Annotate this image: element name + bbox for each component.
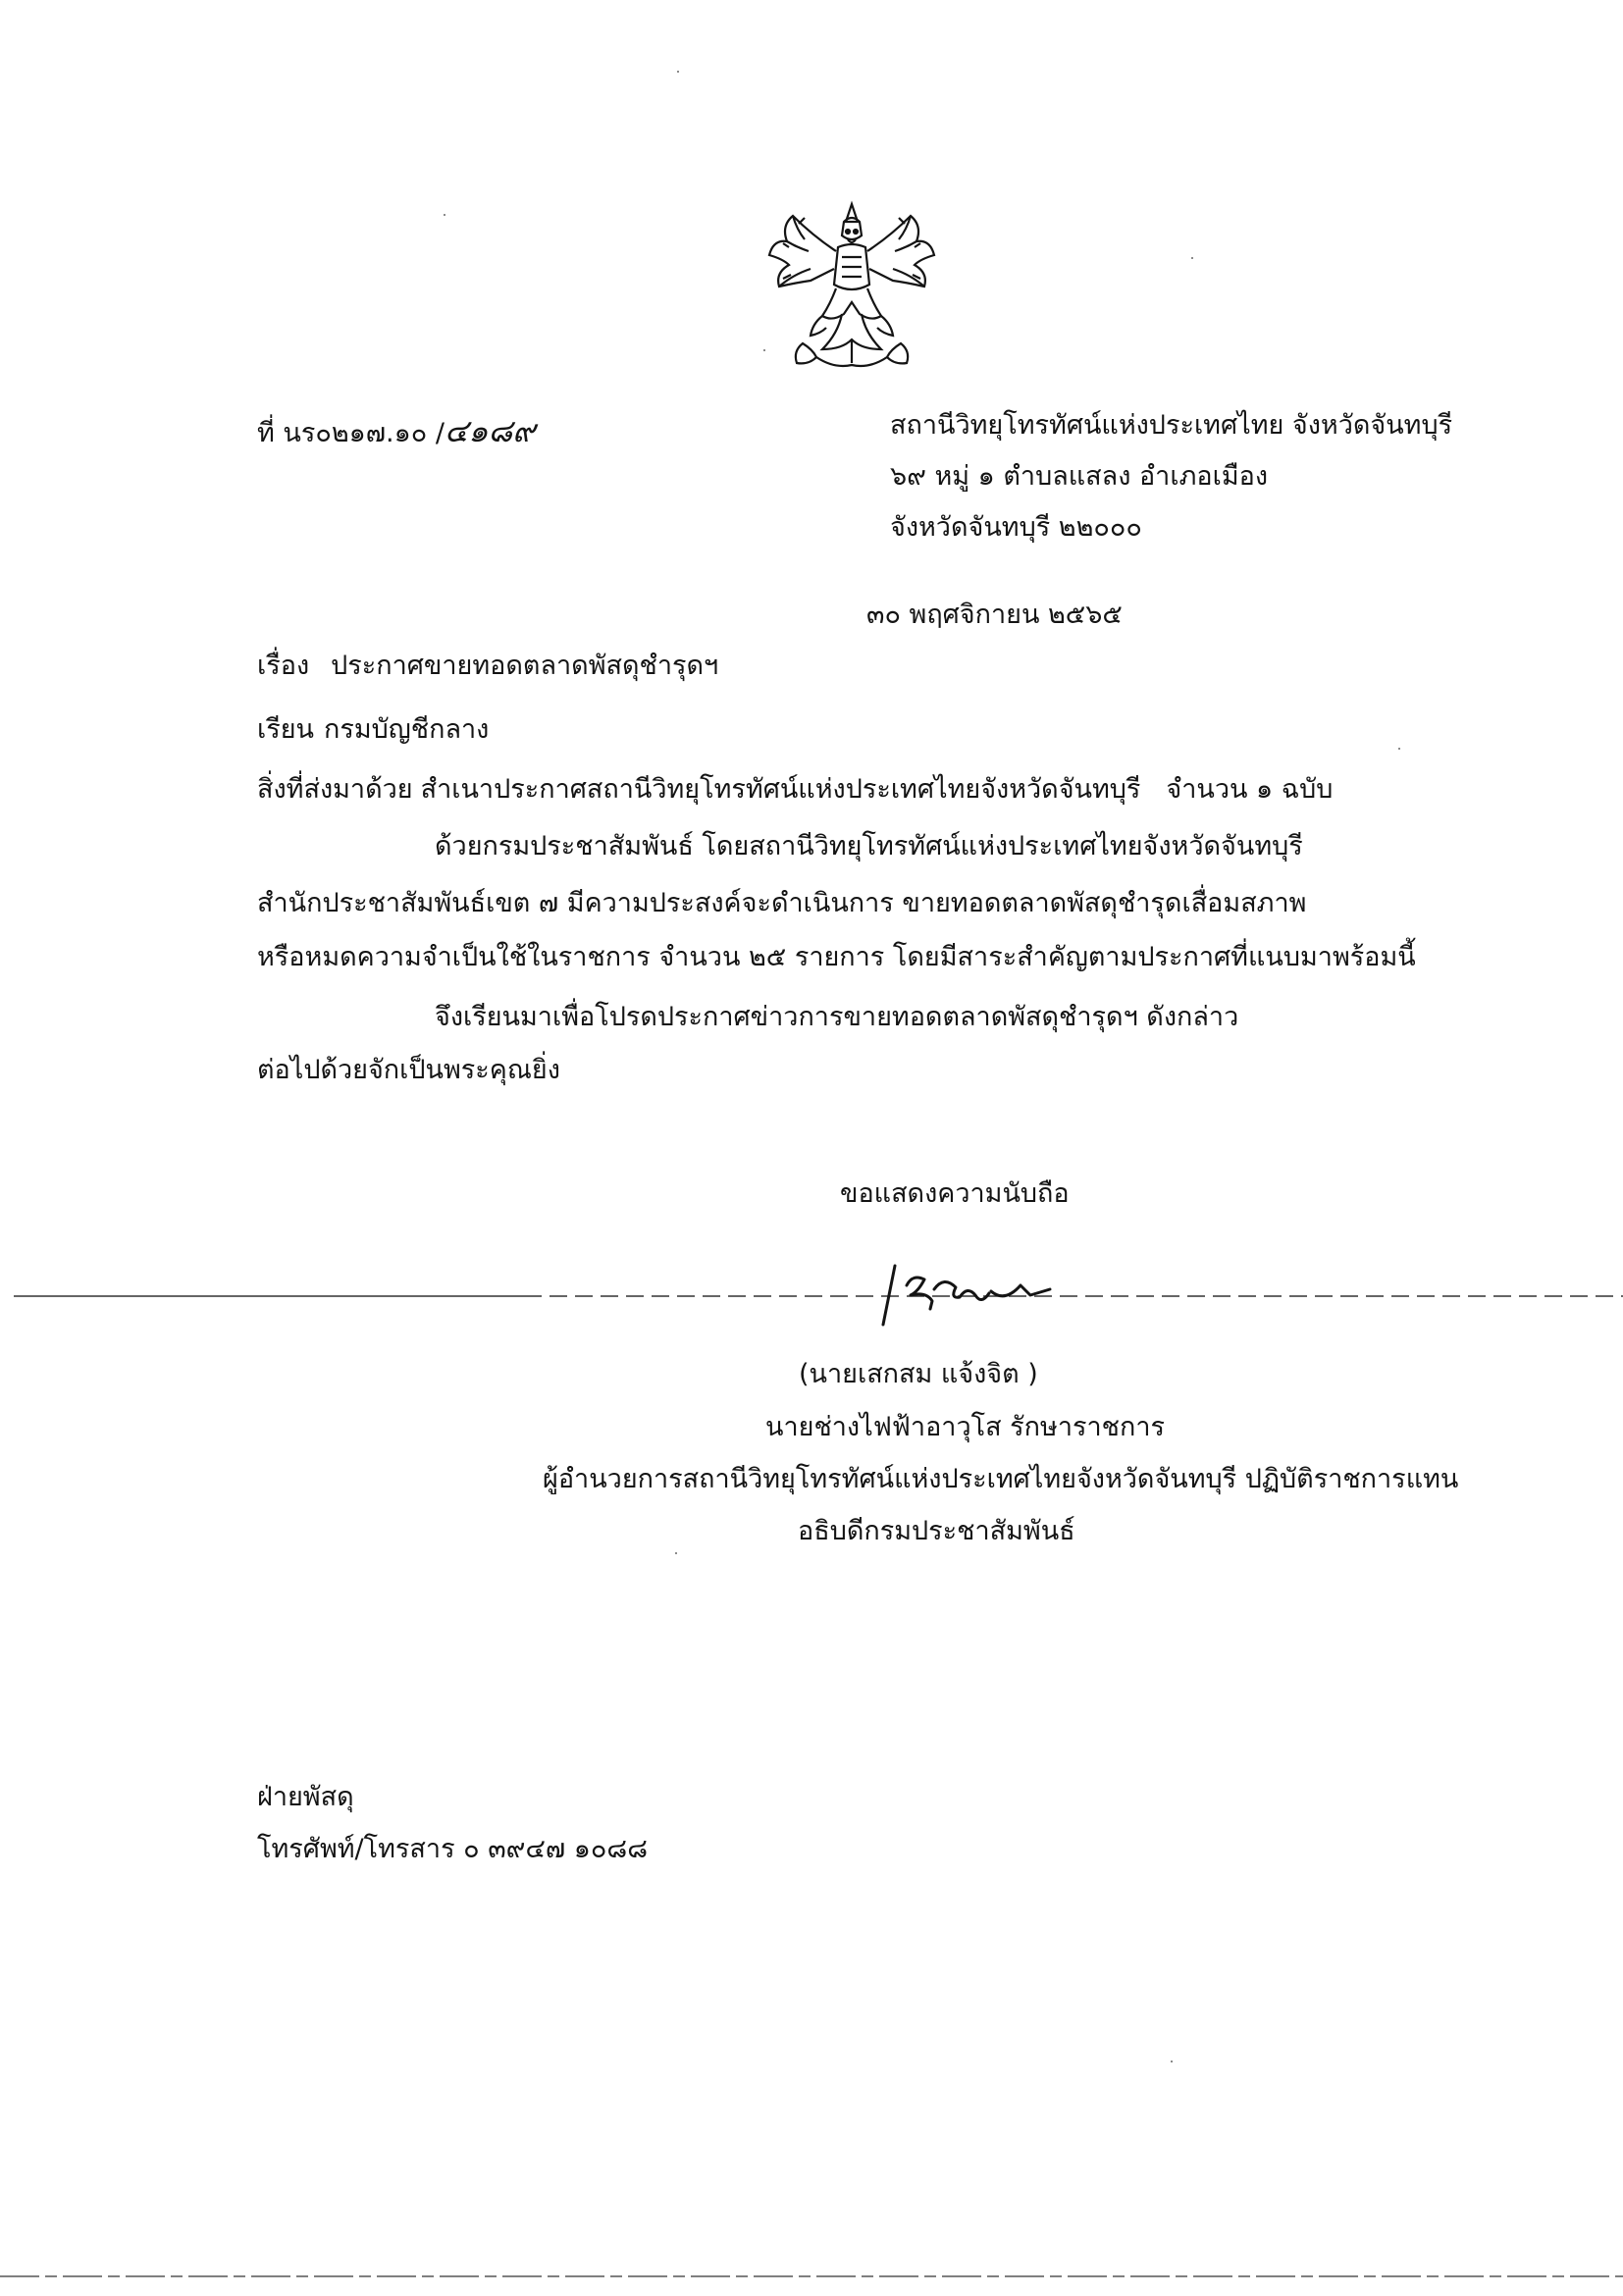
scan-speck	[1191, 257, 1193, 259]
scan-speck	[763, 349, 765, 351]
sender-address-line3: จังหวัดจันทบุรี ๒๒๐๐๐	[890, 512, 1142, 543]
body-paragraph2-line2: ต่อไปด้วยจักเป็นพระคุณยิ่ง	[257, 1055, 560, 1085]
closing-salutation: ขอแสดงความนับถือ	[840, 1178, 1070, 1209]
body-paragraph1-line2: สำนักประชาสัมพันธ์เขต ๗ มีความประสงค์จะดำเนินการ ขายทอดตลาดพัสดุชำรุดเสื่อมสภาพ	[257, 888, 1307, 918]
sender-address	[890, 400, 1452, 553]
enclosure-line	[257, 767, 1333, 809]
handwritten-signature	[873, 1246, 1060, 1334]
letter-date: ๓๐ พฤศจิกายน ๒๕๖๕	[866, 600, 1123, 630]
subject-line	[257, 644, 718, 686]
body-paragraph1-line1: ด้วยกรมประชาสัมพันธ์ โดยสถานีวิทยุโทรทัศน์แห่งประเทศไทยจังหวัดจันทบุรี	[435, 831, 1303, 861]
enclosure-count: จำนวน ๑ ฉบับ	[1166, 774, 1334, 805]
subject-label: เรื่อง	[257, 651, 310, 681]
body-paragraph2-line1: จึงเรียนมาเพื่อโปรดประกาศข่าวการขายทอดตลาดพัสดุชำรุดฯ ดังกล่าว	[435, 1002, 1239, 1032]
garuda-emblem-icon	[754, 196, 950, 383]
reference-number	[257, 406, 536, 456]
sender-address-line1: สถานีวิทยุโทรทัศน์แห่งประเทศไทย จังหวัดจันทบุรี	[890, 410, 1453, 441]
body-paragraph1-line3: หรือหมดความจำเป็นใช้ในราชการ จำนวน ๒๕ รายการ โดยมีสาระสำคัญตามประกาศที่แนบมาพร้อมนี้	[257, 942, 1416, 972]
scan-speck	[677, 71, 679, 73]
sender-address-line2: ๖๙ หมู่ ๑ ตำบลแสลง อำเภอเมือง	[890, 461, 1269, 492]
reference-number-handwritten: ๔๑๘๙	[444, 412, 536, 449]
scan-speck	[444, 214, 445, 216]
footer-department: ฝ่ายพัสดุ	[257, 1782, 354, 1812]
enclosure-label: สิ่งที่ส่งมาด้วย	[257, 774, 413, 805]
recipient-line	[257, 707, 489, 750]
scan-speck	[675, 1552, 677, 1554]
signer-name: (นายเสกสม แจ้งจิต )	[799, 1359, 1038, 1389]
recipient-label: เรียน	[257, 714, 315, 745]
signer-position-line1: นายช่างไฟฟ้าอาวุโส รักษาราชการ	[765, 1412, 1165, 1442]
scan-speck	[1171, 2061, 1173, 2062]
subject-text: ประกาศขายทอดตลาดพัสดุชำรุดฯ	[331, 651, 719, 681]
enclosure-text: สำเนาประกาศสถานีวิทยุโทรทัศน์แห่งประเทศไทยจังหวัดจันทบุรี	[420, 774, 1141, 805]
signer-position-line2: ผู้อำนวยการสถานีวิทยุโทรทัศน์แห่งประเทศไทยจังหวัดจันทบุรี ปฏิบัติราชการแทน	[543, 1464, 1459, 1494]
recipient-text: กรมบัญชีกลาง	[324, 714, 490, 745]
reference-label: ที่ นร๐๒๑๗.๑๐ /	[257, 418, 445, 448]
footer-phone: โทรศัพท์/โทรสาร ๐ ๓๙๔๗ ๑๐๘๘	[257, 1834, 649, 1864]
scan-speck	[1398, 748, 1400, 750]
bottom-scan-line	[0, 2274, 1623, 2278]
signature-divider-line	[14, 1292, 1623, 1300]
signer-position-line3: อธิบดีกรมประชาสัมพันธ์	[798, 1516, 1075, 1546]
